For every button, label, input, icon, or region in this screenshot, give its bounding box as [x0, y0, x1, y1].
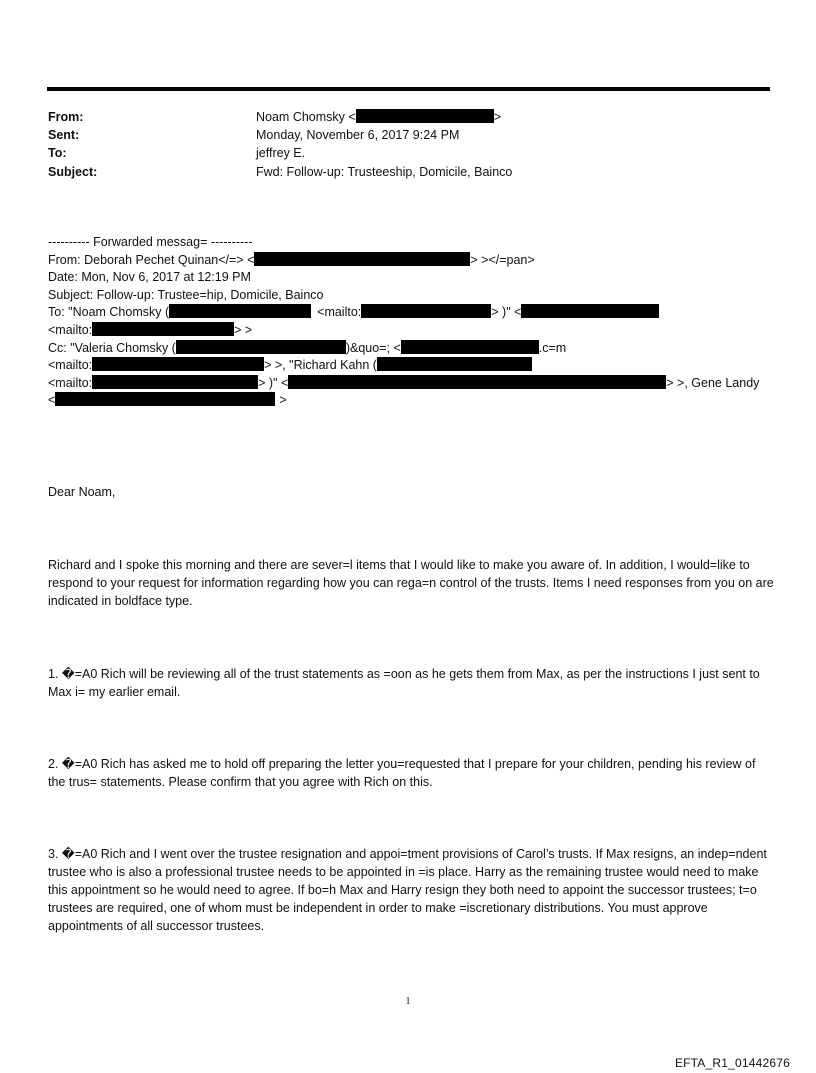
forward-cc-mailto-line: <mailto: > >, "Richard Kahn (: [48, 357, 759, 375]
forward-to-mailto-line: <mailto: > >: [48, 322, 253, 337]
intro-paragraph: Richard and I spoke this morning and there are sever=l items that I would like to make you aware of. In addition, I would=like to respond to your request for information regarding how you can rega=n control of the trusts. Items I need responses from you on are indicated in boldface type.: [48, 558, 774, 608]
redaction-block: [377, 357, 532, 371]
forward-subject-line: Subject: Follow-up: Trustee=hip, Domicile, Bainco: [48, 287, 324, 302]
from-label: From:: [48, 110, 84, 124]
bates-stamp: EFTA_R1_01442676: [674, 1056, 790, 1070]
redaction-block: [288, 375, 666, 389]
forward-separator: ---------- Forwarded messag= ----------: [48, 235, 253, 249]
forward-cc-mailto-line: <mailto: > )" < > >, Gene Landy: [48, 375, 760, 390]
sent-label: Sent:: [48, 128, 80, 143]
redaction-block: [169, 304, 311, 318]
redaction-block: [92, 357, 264, 371]
to-value: jeffrey E.: [256, 146, 306, 161]
redaction-block: [521, 304, 659, 318]
redaction-block: [92, 322, 234, 336]
forward-from-line: From: Deborah Pechet Quinan</=> < > ></=pan>: [48, 252, 535, 267]
page-number: 1: [405, 996, 411, 1007]
list-item-2: 2. �=A0 Rich has asked me to hold off preparing the letter you=requested that I prepare for your children, pending his review of the trus= statements. Please confirm that you agree with Rich on this.: [48, 757, 756, 789]
redaction-block: [356, 109, 494, 123]
sent-value: Monday, November 6, 2017 9:24 PM: [256, 128, 460, 143]
redaction-block: [176, 340, 346, 354]
greeting: Dear Noam,: [48, 485, 116, 499]
redaction-block: [55, 392, 275, 406]
subject-value: Fwd: Follow-up: Trusteeship, Domicile, Bainco: [256, 164, 513, 179]
redaction-block: [254, 252, 470, 266]
from-value: Noam Chomsky < >: [256, 110, 501, 124]
list-item-1: 1. �=A0 Rich will be reviewing all of the trust statements as =oon as he gets them from Max, as per the instructions I just sent to Max i= my earlier email.: [48, 667, 760, 699]
forward-to-line: To: "Noam Chomsky ( <mailto: > )" <: [48, 304, 759, 322]
redaction-block: [92, 375, 258, 389]
forward-date-line: Date: Mon, Nov 6, 2017 at 12:19 PM: [48, 270, 251, 285]
forward-cc-line: Cc: "Valeria Chomsky ( )&quo=; < .c=m: [48, 340, 567, 355]
redaction-block: [361, 304, 491, 318]
forwarded-message-header: [48, 234, 759, 410]
list-item-3: 3. �=A0 Rich and I went over the trustee resignation and appoi=tment provisions of Carol’s trusts. If Max resigns, an indep=ndent trustee who is also a professional trustee needs to be appointed in =is place. Harry as the remaining trustee would need to make this appointment so he would need to agree. If bo=h Max and Harry resign they both need to appoint the successor trustees; t=o trustees are required, one of whom must be independent in order to make =iscretionary distributions. You must approve appointments of all successor trustees.: [48, 847, 767, 933]
subject-label: Subject:: [48, 164, 98, 179]
forward-cc-tail-line: < >: [48, 393, 287, 408]
header-divider-rule: [47, 87, 770, 91]
redaction-block: [401, 340, 539, 354]
to-label: To:: [48, 146, 67, 161]
